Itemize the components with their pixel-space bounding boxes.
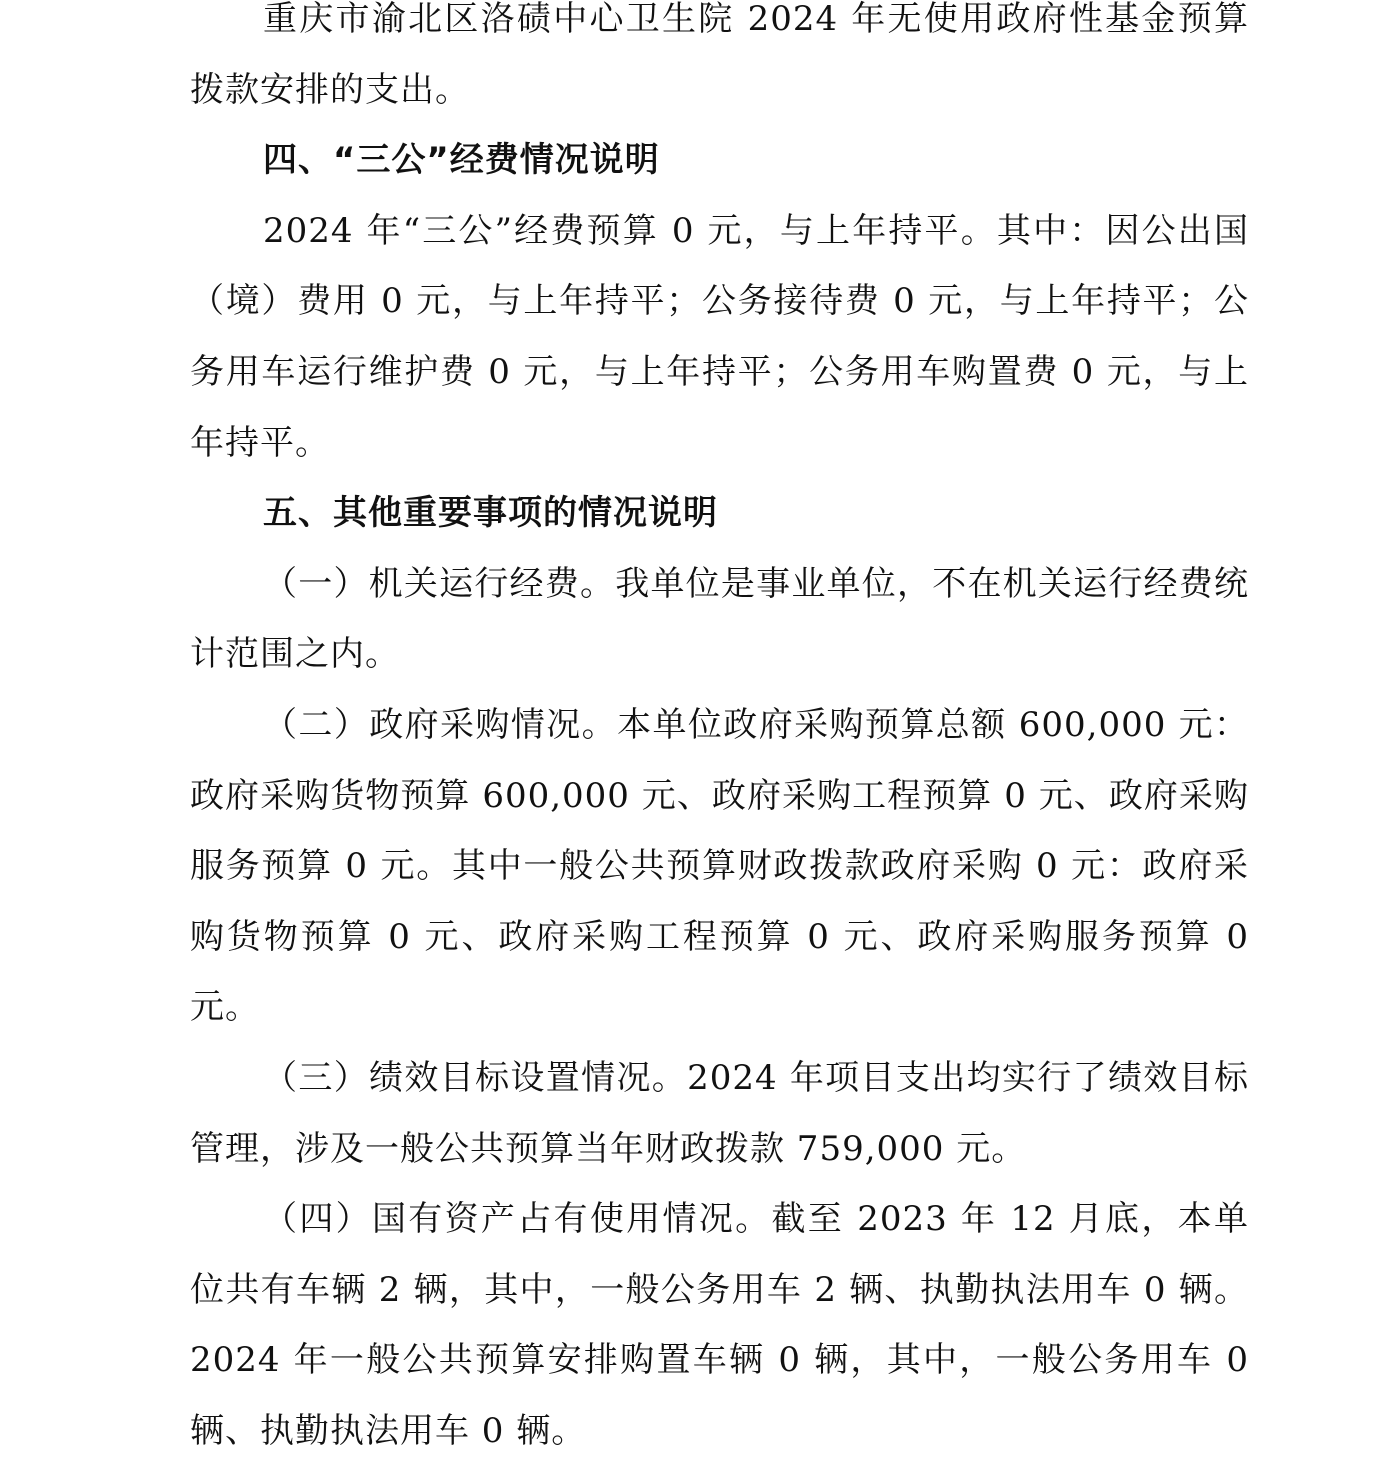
paragraph-operating-expenses: （一）机关运行经费。我单位是事业单位，不在机关运行经费统计范围之内。 [190,563,1249,675]
section-heading-three-public-expenses: 四、“三公”经费情况说明 [263,140,660,181]
section-heading-other-matters: 五、其他重要事项的情况说明 [263,493,718,534]
paragraph-government-procurement: （二）政府采购情况。本单位政府采购预算总额 600,000 元：政府采购货物预算 600,000 元、政府采购工程预算 0 元、政府采购服务预算 0 元。其中一般公共预算财政拨款政府采购 0 元：政府采购货物预算 0 元、政府采购工程预算 0 元、政府采购服务预算 0 元。 [190,704,1249,1028]
paragraph-state-assets: （四）国有资产占有使用情况。截至 2023 年 12 月底，本单位共有车辆 2 辆，其中，一般公务用车 2 辆、执勤执法用车 0 辆。2024 年一般公共预算安排购置车辆 0 辆，其中，一般公务用车 0 辆、执勤执法用车 0 辆。 [190,1199,1249,1451]
paragraph-fund-budget: 重庆市渝北区洛碛中心卫生院 2024 年无使用政府性基金预算拨款安排的支出。 [190,0,1249,110]
paragraph-three-public-expenses: 2024 年“三公”经费预算 0 元，与上年持平。其中：因公出国（境）费用 0 元，与上年持平；公务接待费 0 元，与上年持平；公务用车运行维护费 0 元，与上年持平；公务用车购置费 0 元，与上年持平。 [190,210,1249,463]
paragraph-performance-targets: （三）绩效目标设置情况。2024 年项目支出均实行了绩效目标管理，涉及一般公共预算当年财政拨款 759,000 元。 [190,1057,1249,1169]
